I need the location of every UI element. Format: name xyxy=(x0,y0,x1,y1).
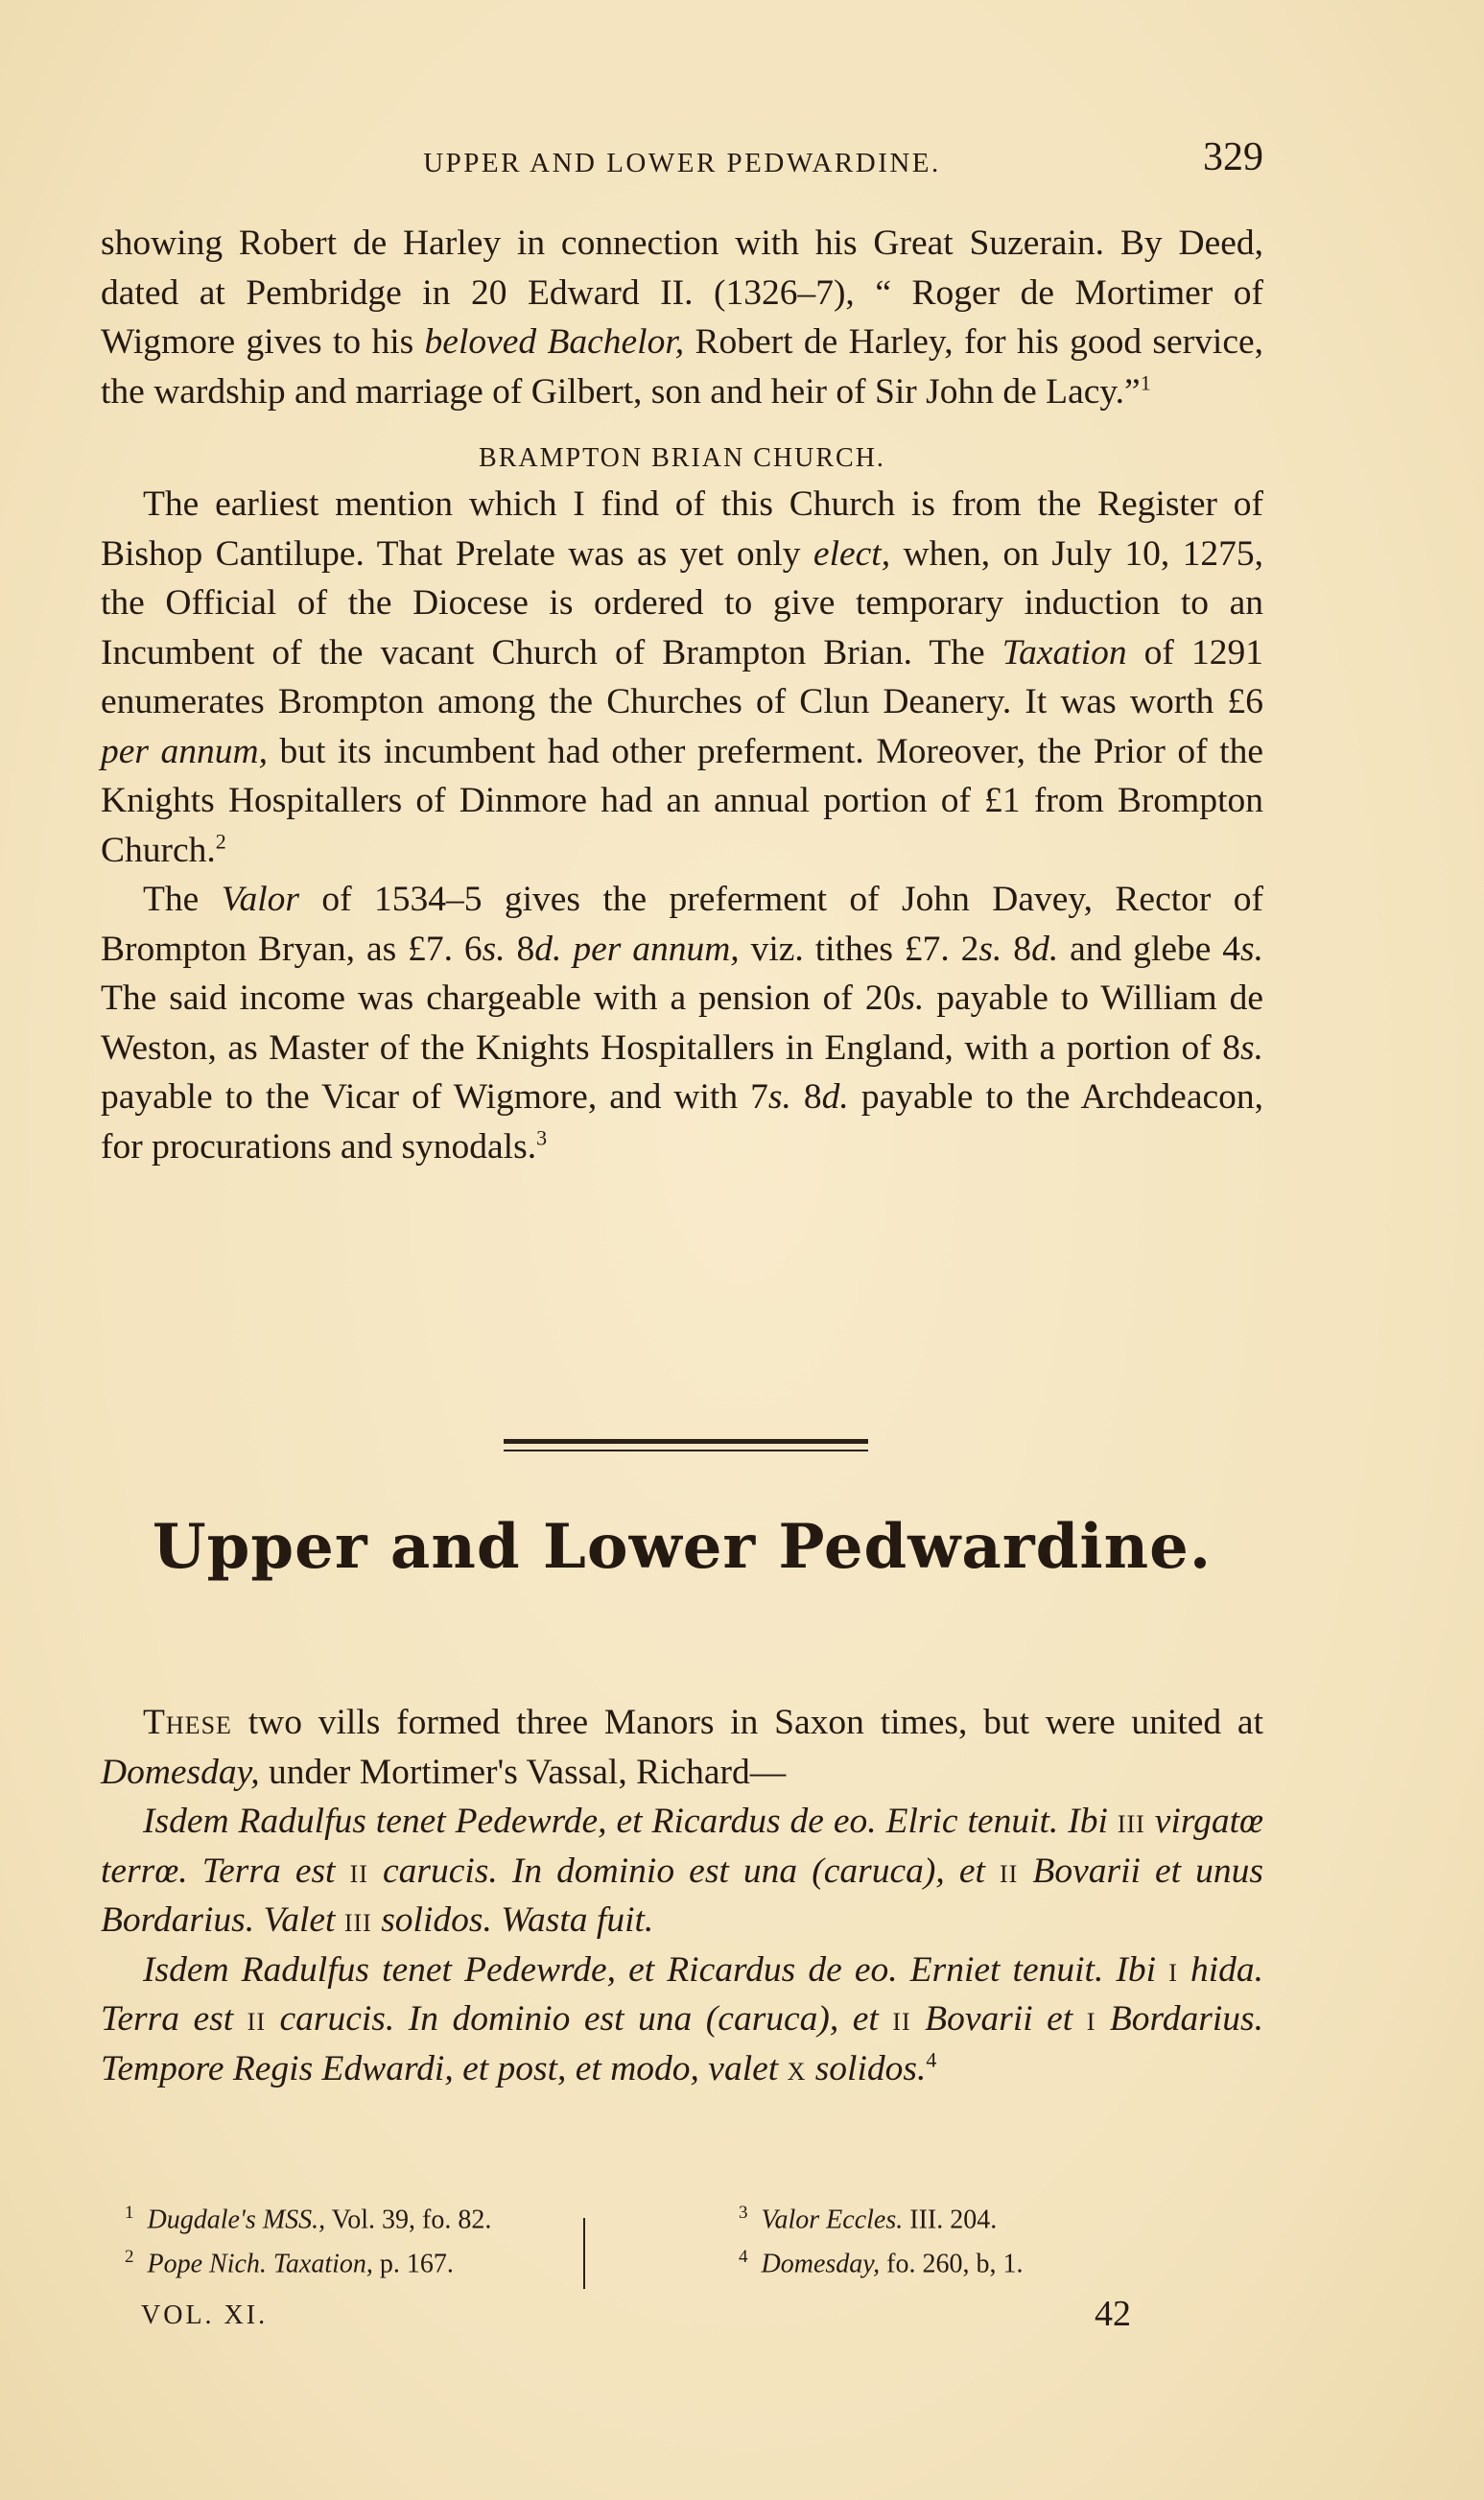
running-title: UPPER AND LOWER PEDWARDINE. xyxy=(423,148,941,178)
footnote-ref-3[interactable]: 3 xyxy=(536,1125,548,1149)
divider-thick-rule xyxy=(504,1439,868,1444)
section-heading: BRAMPTON BRIAN CHURCH. xyxy=(479,443,885,473)
footnote-1: $^1$ Dugdale's MSS., Vol. 39, fo. 82. xyxy=(125,2203,492,2235)
latin-extract-1: Isdem Radulfus tenet Pedewrde, et Ricardus de eo. Elric tenuit. Ibi iii virgatœ terrœ. Terra est ii carucis. In dominio est una (caruca), et ii Bovarii et unus Bordarius. Valet iii solidos. Wasta fuit. xyxy=(101,1802,1263,1940)
footnote-2: $^2$ Pope Nich. Taxation, p. 167. xyxy=(125,2247,454,2279)
latin-extract-2: Isdem Radulfus tenet Pedewrde, et Ricardus de eo. Erniet tenuit. Ibi i hida. Terra est ii carucis. In dominio est una (caruca), et ii Bovarii et i Bordarius. Tempore Regis Edwardi, et post, et modo, valet x solidos.$^4$ xyxy=(101,1949,1264,2088)
signature-mark: VOL. XI. xyxy=(141,2300,269,2330)
signature-number: 42 xyxy=(1095,2294,1131,2334)
running-head xyxy=(101,134,1263,192)
divider-thin-rule xyxy=(504,1450,868,1451)
chapter-heading: Upper and Lower Pedwardine. xyxy=(152,1511,1213,1583)
paragraph-church-history: The earliest mention which I find of this Church is from the Register of Bishop Cantilupe. That Prelate was as yet only elect, when, on July 10, 1275, the Official of the Diocese is ordered to give temporary induction to an Incumbent of the vacant Church of Brampton Brian. The Taxation of 1291 enumerates Brompton among the Churches of Clun Deanery. It was worth £6 per annum, but its incumbent had other preferment. Moreover, the Prior of the Knights Hospitallers of Dinmore had an annual portion of £1 from Brompton Church.$^2$ xyxy=(101,484,1263,870)
paragraph-valor: The Valor of 1534–5 gives the preferment of John Davey, Rector of Brompton Bryan, as £7. 6s. 8d. per annum, viz. tithes £7. 2s. 8d. and glebe 4s. The said income was chargeable with a pension of 20s. payable to William de Weston, as Master of the Knights Hospitallers in England, with a portion of 8s. payable to the Vicar of Wigmore, and with 7s. 8d. payable to the Archdeacon, for procurations and synodals.$^3$ xyxy=(101,880,1264,1167)
paragraph-harley-deed: showing Robert de Harley in connection with his Great Suzerain. By Deed, dated at Pembridge in 20 Edward II. (1326–7), “ Roger de Mortimer of Wigmore gives to his beloved Bachelor, Robert de Harley, for his good service, the wardship and marriage of Gilbert, son and heir of Sir John de Lacy.”$^1$ xyxy=(101,224,1263,412)
footnote-ref-4[interactable]: 4 xyxy=(926,2047,937,2071)
paragraph-vills: These two vills formed three Manors in Saxon times, but were united at Domesday, under Mortimer's Vassal, Richard— xyxy=(101,1703,1263,1792)
footnote-ref-1[interactable]: 1 xyxy=(1140,370,1151,394)
footnotes-right-column xyxy=(739,2203,1023,2291)
main-text-column xyxy=(101,219,1263,1171)
footnote-4: $^4$ Domesday, fo. 260, b, 1. xyxy=(739,2247,1024,2279)
chapter-text-column xyxy=(101,1698,1263,2093)
page-number: 329 xyxy=(1203,135,1263,179)
footnotes-left-column xyxy=(125,2203,491,2291)
section-divider xyxy=(504,1439,868,1451)
footnote-column-divider xyxy=(583,2218,585,2289)
footnote-ref-2[interactable]: 2 xyxy=(215,829,226,853)
footnote-3: $^3$ Valor Eccles. III. 204. xyxy=(739,2203,998,2235)
